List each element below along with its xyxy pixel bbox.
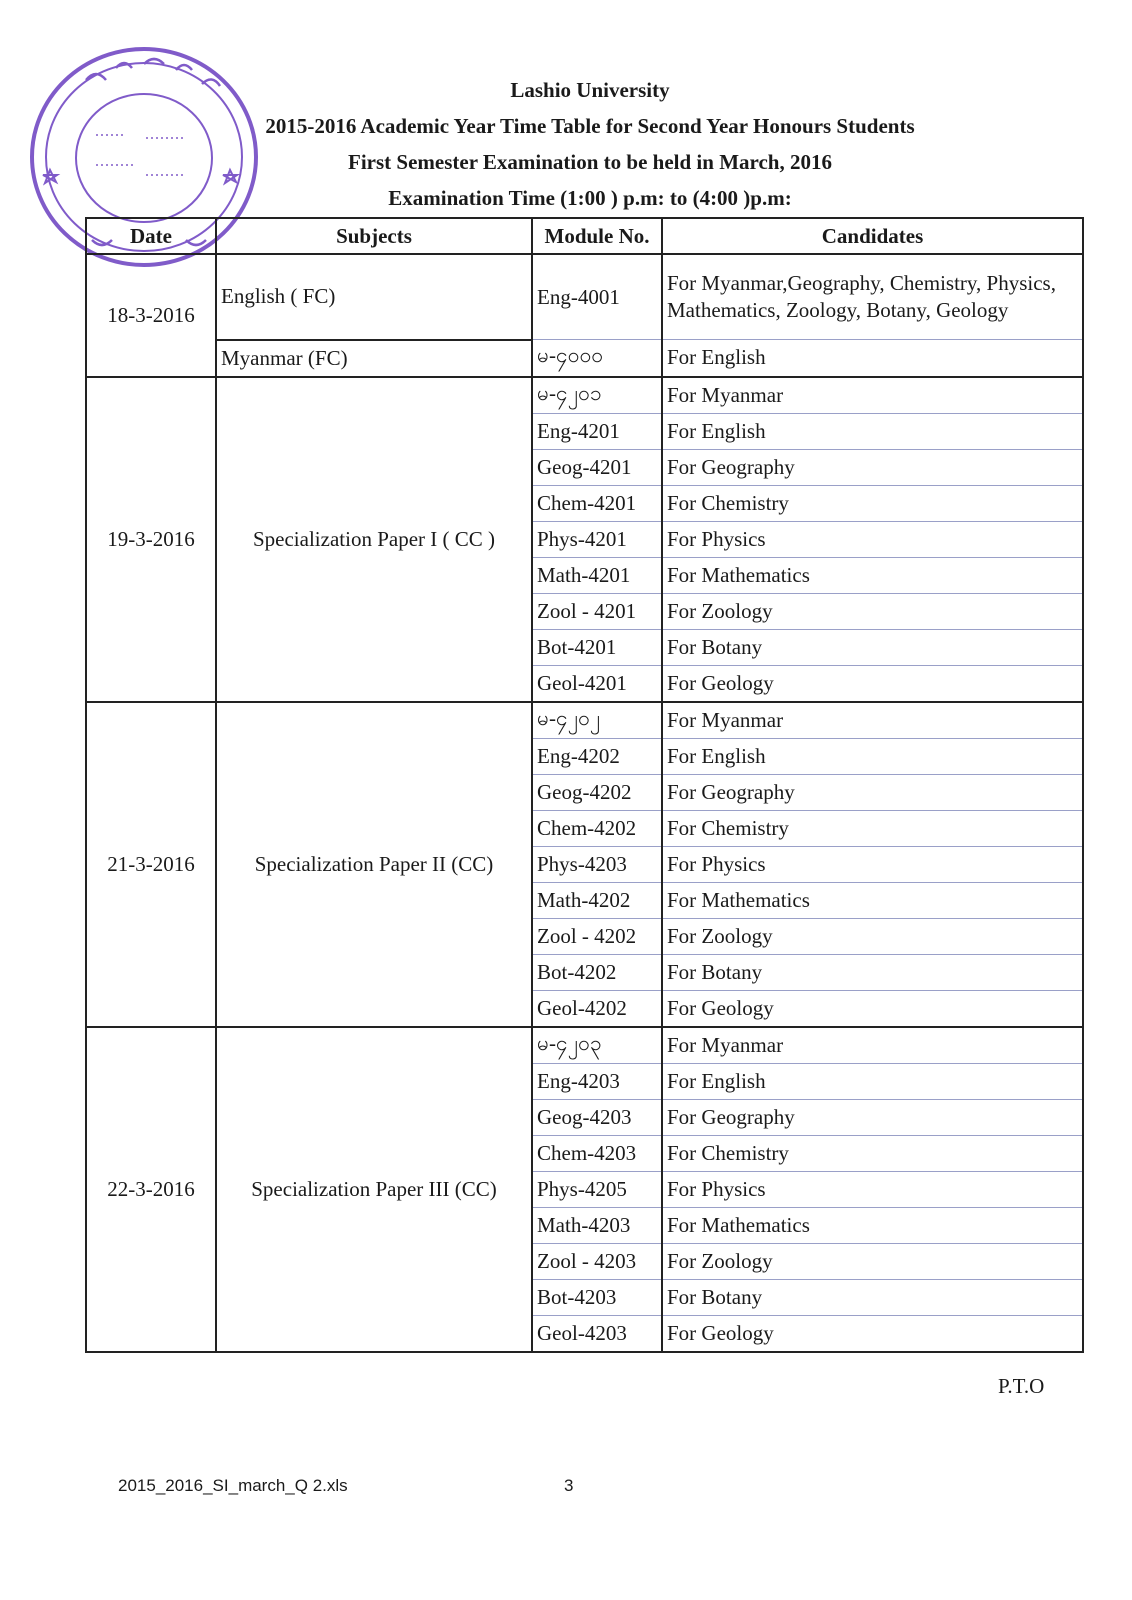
candidates-cell: For Chemistry (662, 1135, 1083, 1171)
candidates-cell: For Physics (662, 1171, 1083, 1207)
candidates-cell: For Mathematics (662, 557, 1083, 593)
module-cell: Math-4203 (532, 1207, 662, 1243)
date-cell: 18-3-2016 (86, 254, 216, 377)
candidates-cell: For English (662, 340, 1083, 377)
candidates-cell: For English (662, 1063, 1083, 1099)
candidates-cell: For Geography (662, 449, 1083, 485)
timetable-title: 2015-2016 Academic Year Time Table for Second Year Honours Students (265, 114, 915, 138)
candidates-cell: For English (662, 413, 1083, 449)
module-cell: မ-၄၀၀၀ (532, 340, 662, 377)
candidates-cell: For Geology (662, 990, 1083, 1027)
timetable (85, 217, 1084, 1353)
table-row (86, 702, 1083, 739)
date-cell: 21-3-2016 (86, 702, 216, 1027)
header-date: Date (86, 218, 216, 254)
header-module-no: Module No. (532, 218, 662, 254)
exam-time: Examination Time (1:00 ) p.m: to (4:00 )p.m: (388, 186, 792, 210)
module-cell: Math-4201 (532, 557, 662, 593)
date-cell: 19-3-2016 (86, 377, 216, 702)
module-cell: Eng-4201 (532, 413, 662, 449)
table-row (86, 377, 1083, 414)
candidates-cell: For Botany (662, 954, 1083, 990)
table-row (86, 340, 1083, 377)
candidates-cell: For Myanmar (662, 377, 1083, 414)
subject-cell: English ( FC) (216, 254, 532, 340)
university-name: Lashio University (510, 78, 670, 102)
module-cell: မ-၄၂၀၂ (532, 702, 662, 739)
module-cell: Zool - 4203 (532, 1243, 662, 1279)
candidates-cell: For Geography (662, 774, 1083, 810)
candidates-cell: For Myanmar (662, 702, 1083, 739)
module-cell: Bot-4202 (532, 954, 662, 990)
module-cell: Eng-4203 (532, 1063, 662, 1099)
module-cell: Eng-4001 (532, 254, 662, 340)
candidates-cell: For Botany (662, 1279, 1083, 1315)
module-cell: Geog-4201 (532, 449, 662, 485)
please-turn-over: P.T.O (998, 1374, 1045, 1398)
module-cell: Bot-4203 (532, 1279, 662, 1315)
module-cell: Phys-4203 (532, 846, 662, 882)
candidates-cell: For Chemistry (662, 810, 1083, 846)
candidates-cell: For Chemistry (662, 485, 1083, 521)
subject-cell: Specialization Paper III (CC) (216, 1027, 532, 1352)
module-cell: Geol-4201 (532, 665, 662, 702)
candidates-cell: For Zoology (662, 593, 1083, 629)
candidates-cell: For Geography (662, 1099, 1083, 1135)
candidates-cell: For Zoology (662, 918, 1083, 954)
module-cell: Phys-4201 (532, 521, 662, 557)
candidates-cell: For Physics (662, 846, 1083, 882)
footer-filename: 2015_2016_SI_march_Q 2.xls (118, 1476, 348, 1495)
module-cell: Chem-4202 (532, 810, 662, 846)
module-cell: Chem-4203 (532, 1135, 662, 1171)
candidates-cell: For Physics (662, 521, 1083, 557)
header-subjects: Subjects (216, 218, 532, 254)
candidates-cell: For Zoology (662, 1243, 1083, 1279)
table-row (86, 254, 1083, 340)
module-cell: Geog-4203 (532, 1099, 662, 1135)
module-cell: Zool - 4201 (532, 593, 662, 629)
date-cell: 22-3-2016 (86, 1027, 216, 1352)
candidates-cell: For Myanmar,Geography, Chemistry, Physics, Mathematics, Zoology, Botany, Geology (662, 254, 1083, 340)
subject-cell: Specialization Paper I ( CC ) (216, 377, 532, 702)
module-cell: Geol-4202 (532, 990, 662, 1027)
candidates-cell: For Mathematics (662, 882, 1083, 918)
module-cell: မ-၄၂၀၁ (532, 377, 662, 414)
module-cell: Geol-4203 (532, 1315, 662, 1352)
document-header (180, 72, 1000, 216)
candidates-cell: For Mathematics (662, 1207, 1083, 1243)
candidates-cell: For Myanmar (662, 1027, 1083, 1064)
candidates-cell: For Geology (662, 1315, 1083, 1352)
header-candidates: Candidates (662, 218, 1083, 254)
subject-cell: Specialization Paper II (CC) (216, 702, 532, 1027)
page-number: 3 (564, 1476, 574, 1495)
table-row (86, 1027, 1083, 1064)
subject-cell: Myanmar (FC) (216, 340, 532, 377)
candidates-cell: For English (662, 738, 1083, 774)
module-cell: Chem-4201 (532, 485, 662, 521)
module-cell: Eng-4202 (532, 738, 662, 774)
exam-title: First Semester Examination to be held in March, 2016 (348, 150, 832, 174)
candidates-cell: For Botany (662, 629, 1083, 665)
module-cell: Math-4202 (532, 882, 662, 918)
module-cell: Zool - 4202 (532, 918, 662, 954)
module-cell: Bot-4201 (532, 629, 662, 665)
candidates-cell: For Geology (662, 665, 1083, 702)
table-header-row (86, 218, 1083, 254)
module-cell: Geog-4202 (532, 774, 662, 810)
module-cell: Phys-4205 (532, 1171, 662, 1207)
module-cell: မ-၄၂၀၃ (532, 1027, 662, 1064)
